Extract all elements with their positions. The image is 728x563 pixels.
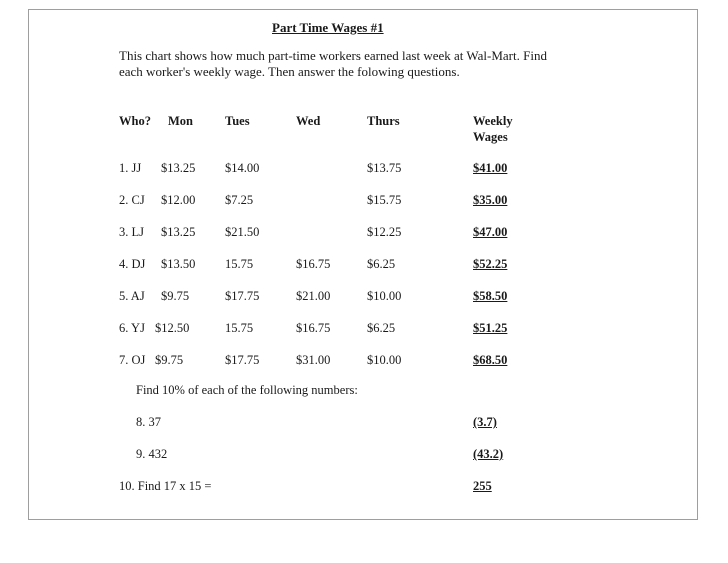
- row-3-mon: $13.25: [161, 225, 196, 239]
- row-7-tues: $17.75: [225, 353, 260, 367]
- row-6-thurs: $6.25: [367, 321, 396, 335]
- intro-paragraph: This chart shows how much part-time workers earned last week at Wal-Mart. Find each worker's weekly wage. Then answer the folowing questions.: [119, 48, 547, 79]
- question-10-answer: 255: [473, 479, 492, 493]
- row-3-thurs: $12.25: [367, 225, 402, 239]
- row-2-tues: $7.25: [225, 193, 254, 207]
- row-5-weekly: $58.50: [473, 289, 508, 303]
- worksheet-title: Part Time Wages #1: [272, 20, 384, 35]
- question-9-answer: (43.2): [473, 447, 504, 461]
- row-1-weekly: $41.00: [473, 161, 508, 175]
- row-5-thurs: $10.00: [367, 289, 402, 303]
- row-2-who: 2. CJ: [119, 193, 145, 207]
- find-prompt: Find 10% of each of the following numbers:: [136, 383, 358, 397]
- row-3-tues: $21.50: [225, 225, 260, 239]
- row-4-who: 4. DJ: [119, 257, 146, 271]
- row-3-weekly: $47.00: [473, 225, 508, 239]
- row-1-mon: $13.25: [161, 161, 196, 175]
- worksheet-page: [28, 9, 698, 520]
- header-thurs: Thurs: [367, 114, 400, 128]
- row-2-weekly: $35.00: [473, 193, 508, 207]
- header-weekly-line1: Weekly: [473, 114, 513, 128]
- row-5-tues: $17.75: [225, 289, 260, 303]
- header-who: Who?: [119, 114, 151, 128]
- header-weekly-line2: Wages: [473, 130, 508, 144]
- row-5-wed: $21.00: [296, 289, 331, 303]
- row-6-mon: $12.50: [155, 321, 190, 335]
- row-5-who: 5. AJ: [119, 289, 145, 303]
- row-6-wed: $16.75: [296, 321, 331, 335]
- row-2-thurs: $15.75: [367, 193, 402, 207]
- header-mon: Mon: [168, 114, 193, 128]
- question-8-answer: (3.7): [473, 415, 497, 429]
- row-7-thurs: $10.00: [367, 353, 402, 367]
- row-1-thurs: $13.75: [367, 161, 402, 175]
- row-1-tues: $14.00: [225, 161, 260, 175]
- row-4-tues: 15.75: [225, 257, 254, 271]
- row-6-tues: 15.75: [225, 321, 254, 335]
- question-9-label: 9. 432: [136, 447, 168, 461]
- row-6-who: 6. YJ: [119, 321, 145, 335]
- row-4-mon: $13.50: [161, 257, 196, 271]
- row-4-thurs: $6.25: [367, 257, 396, 271]
- row-4-weekly: $52.25: [473, 257, 508, 271]
- row-7-who: 7. OJ: [119, 353, 146, 367]
- row-7-wed: $31.00: [296, 353, 331, 367]
- header-wed: Wed: [296, 114, 321, 128]
- row-4-wed: $16.75: [296, 257, 331, 271]
- question-8-label: 8. 37: [136, 415, 161, 429]
- row-1-who: 1. JJ: [119, 161, 142, 175]
- header-tues: Tues: [225, 114, 250, 128]
- question-10-label: 10. Find 17 x 15 =: [119, 479, 212, 493]
- row-2-mon: $12.00: [161, 193, 196, 207]
- row-5-mon: $9.75: [161, 289, 190, 303]
- row-7-mon: $9.75: [155, 353, 184, 367]
- row-3-who: 3. LJ: [119, 225, 144, 239]
- row-7-weekly: $68.50: [473, 353, 508, 367]
- row-6-weekly: $51.25: [473, 321, 508, 335]
